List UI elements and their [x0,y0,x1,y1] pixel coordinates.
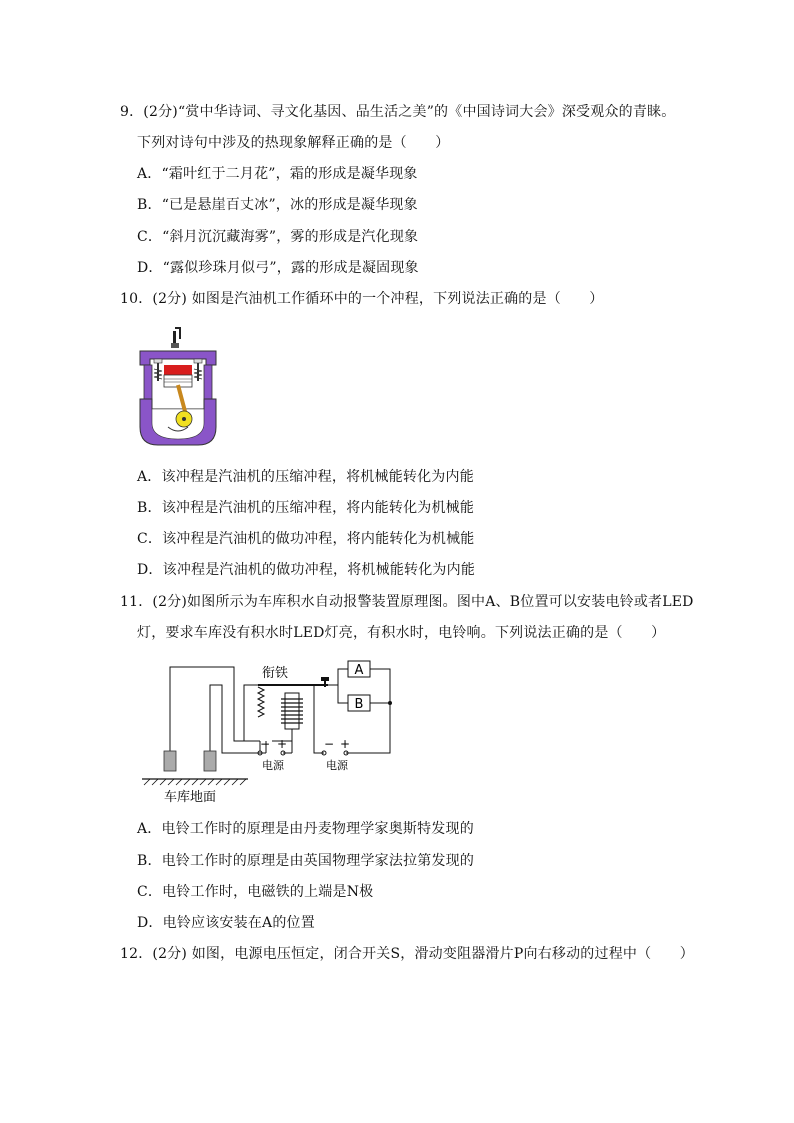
electromagnet-coil [281,699,303,723]
cylinder-wall-left [144,365,152,399]
second-source-wire [314,685,324,753]
q11-stem-line2: 灯，要求车库没有积水时LED灯亮，有积水时，电铃响。下列说法正确的是（ ） [137,625,666,641]
source1-minus: − [260,737,271,751]
intake-valve-icon [154,359,162,381]
source2-plus: + [340,737,351,751]
power-source-1-label: 电源 [262,759,284,772]
combustion-chamber [164,365,192,375]
probe-wire-right [210,685,266,753]
box-b-label: B [354,697,364,712]
contact-wire-b [338,685,348,703]
q11-option-b: B．电铃工作时的原理是由英国物理学家法拉第发现的 [137,853,475,869]
q12-stem-line1: 12．(2分) 如图，电源电压恒定，闭合开关S，滑动变阻器滑片P向右移动的过程中（ ） [120,946,694,962]
armature-label: 衔铁 [262,666,289,681]
box-a-label: A [354,663,364,678]
source1-plus: + [277,737,288,751]
q9-stem-line2: 下列对诗句中涉及的热现象解释正确的是（ ） [137,135,450,151]
q11-stem-line1: 11．(2分)如图所示为车库积水自动报警装置原理图。图中A、B位置可以安装电铃或者LED [120,594,694,610]
power-source-2-label: 电源 [326,759,348,772]
q10-stem-line1: 10．(2分) 如图是汽油机工作循环中的一个冲程，下列说法正确的是（ ） [120,291,604,307]
source2-minus: − [324,737,335,751]
q9-option-b: B．“已是悬崖百丈冰”，冰的形成是凝华现象 [137,197,418,213]
q9-stem-line1: 9．(2分)“赏中华诗词、寻文化基因、品生活之美”的《中国诗词大会》深受观众的青睐。 [120,104,676,120]
q11-option-d: D．电铃应该安装在A的位置 [137,915,315,931]
q10-option-b: B．该冲程是汽油机的压缩冲程，将内能转化为机械能 [137,500,475,516]
garage-floor-label: 车库地面 [164,790,217,805]
q9-option-d: D．“露似珍珠月似弓”，露的形成是凝固现象 [137,260,419,276]
ground-hatch [144,779,246,785]
engine-stroke-figure [138,323,220,447]
spring-icon [258,687,264,717]
spark-plug-icon [171,327,181,348]
q10-option-a: A．该冲程是汽油机的压缩冲程，将机械能转化为内能 [137,469,474,485]
exhaust-valve-icon [194,359,202,381]
q10-option-d: D．该冲程是汽油机的做功冲程，将机械能转化为内能 [137,562,476,578]
probe-wire-left [170,667,260,751]
water-probe-left [164,751,176,771]
garage-alarm-circuit-figure [138,655,408,805]
q9-option-a: A．“霜叶红于二月花”，霜的形成是凝华现象 [137,166,418,182]
q11-option-a: A．电铃工作时的原理是由丹麦物理学家奥斯特发现的 [137,821,474,837]
contact-wire-a [328,669,348,685]
cylinder-wall-right [204,365,212,399]
q10-option-c: C．该冲程是汽油机的做功冲程，将内能转化为机械能 [137,531,475,547]
water-probe-right [204,751,216,771]
q9-option-c: C．“斜月沉沉藏海雾”，雾的形成是汽化现象 [137,229,419,245]
q11-option-c: C．电铃工作时，电磁铁的上端是N极 [137,884,374,900]
cylinder-head [140,351,216,365]
